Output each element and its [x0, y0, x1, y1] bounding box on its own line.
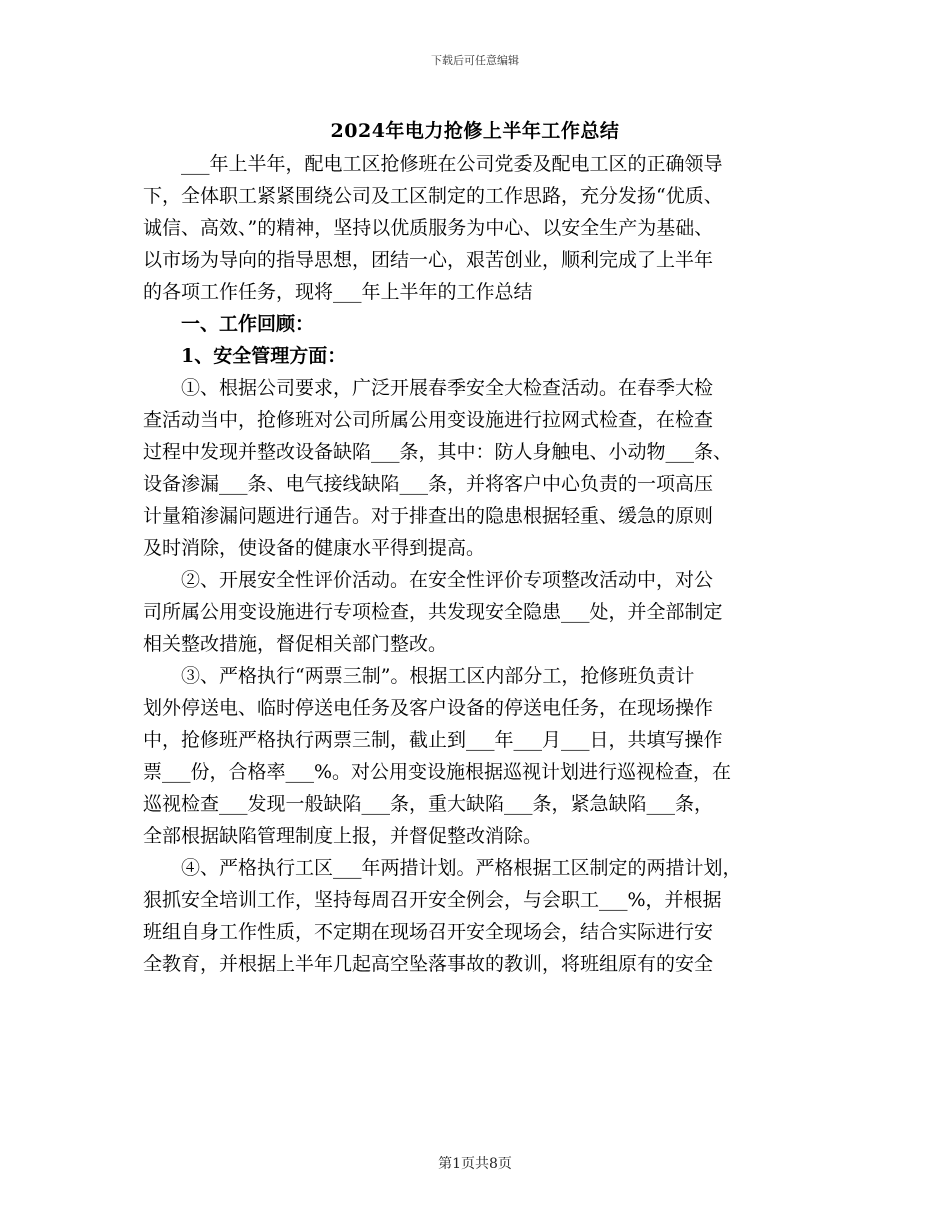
page-header: 下载后可任意编辑 — [431, 54, 519, 67]
paragraph-line: 计量箱渗漏问题进行通告。对于排查出的隐患根据轻重、缓急的原则 — [143, 505, 714, 527]
document-body — [143, 148, 805, 980]
paragraph-line: 过程中发现并整改设备缺陷___条，其中：防人身触电、小动物___条、 — [143, 441, 733, 463]
paragraph-line: 下，全体职工紧紧围绕公司及工区制定的工作思路，充分发扬“优质、 — [143, 185, 723, 207]
section-heading: 1、安全管理方面： — [181, 345, 347, 367]
paragraph-line: ②、开展安全性评价活动。在安全性评价专项整改活动中，对公 — [181, 569, 714, 591]
paragraph-line: 查活动当中，抢修班对公司所属公用变设施进行拉网式检查，在检查 — [143, 409, 714, 431]
paragraph-line: 中，抢修班严格执行两票三制，截止到___年___月___日，共填写操作 — [143, 729, 723, 751]
paragraph-line: 狠抓安全培训工作，坚持每周召开安全例会，与会职工___%，并根据 — [143, 889, 722, 911]
paragraph-line: 以市场为导向的指导思想，团结一心，艰苦创业，顺利完成了上半年 — [143, 249, 714, 271]
paragraph-line: 司所属公用变设施进行专项检查，共发现安全隐患___处，并全部制定 — [143, 601, 723, 623]
paragraph-line: 设备渗漏___条、电气接线缺陷___条，并将客户中心负责的一项高压 — [143, 473, 714, 495]
paragraph-line: 诚信、高效、”的精神，坚持以优质服务为中心、以安全生产为基础、 — [143, 217, 714, 239]
paragraph-line: 票___份，合格率___%。对公用变设施根据巡视计划进行巡视检查，在 — [143, 761, 732, 783]
paragraph-line: 及时消除，使设备的健康水平得到提高。 — [143, 537, 486, 559]
paragraph-line: ③、严格执行“两票三制”。根据工区内部分工，抢修班负责计 — [181, 665, 695, 687]
paragraph-line: ___年上半年，配电工区抢修班在公司党委及配电工区的正确领导 — [181, 153, 723, 175]
paragraph-line: 班组自身工作性质，不定期在现场召开安全现场会，结合实际进行安 — [143, 921, 714, 943]
paragraph-line: 全部根据缺陷管理制度上报，并督促整改消除。 — [143, 825, 543, 847]
paragraph-line: 巡视检查___发现一般缺陷___条，重大缺陷___条，紧急缺陷___条， — [143, 793, 714, 815]
paragraph-line: ①、根据公司要求，广泛开展春季安全大检查活动。在春季大检 — [181, 377, 714, 399]
paragraph-line: 的各项工作任务，现将___年上半年的工作总结 — [143, 281, 533, 303]
section-heading: 一、工作回顾： — [181, 313, 315, 335]
paragraph-line: 相关整改措施，督促相关部门整改。 — [143, 633, 448, 655]
paragraph-line: 全教育，并根据上半年几起高空坠落事故的教训，将班组原有的安全 — [143, 953, 714, 975]
document-title: 2024年电力抢修上半年工作总结 — [330, 120, 620, 142]
paragraph-line: 划外停送电、临时停送电任务及客户设备的停送电任务，在现场操作 — [143, 697, 714, 719]
paragraph-line: ④、严格执行工区___年两措计划。严格根据工区制定的两措计划， — [181, 857, 742, 879]
page-footer: 第1页共8页 — [438, 1156, 512, 1172]
